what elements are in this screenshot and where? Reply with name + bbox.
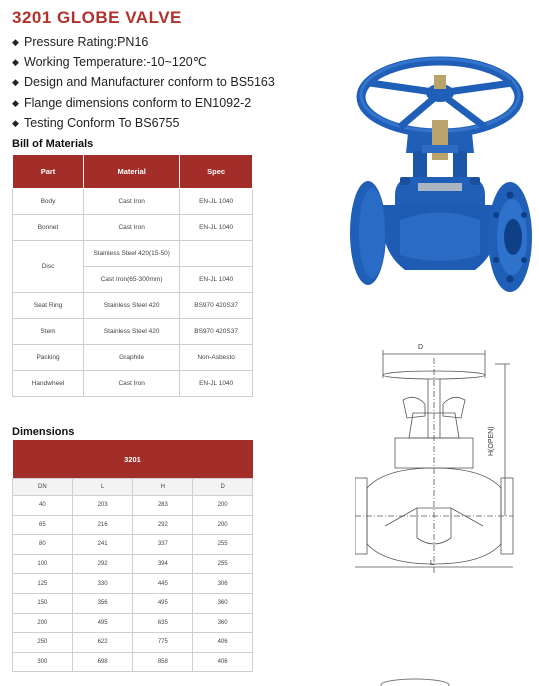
table-cell: 80 xyxy=(13,535,73,555)
table-cell: 406 xyxy=(193,652,253,672)
table-cell: 200 xyxy=(193,515,253,535)
table-cell: 635 xyxy=(133,613,193,633)
diamond-bullet-icon: ◆ xyxy=(12,117,19,128)
page-title: 3201 GLOBE VALVE xyxy=(12,8,182,27)
feature-item: ◆ Pressure Rating:PN16 xyxy=(12,32,275,52)
table-row: Disc Stainless Steel 420(15-50) xyxy=(13,241,253,267)
column-header: L xyxy=(72,479,133,496)
feature-item: ◆ Design and Manufacturer conform to BS5163 xyxy=(12,72,275,92)
column-header: Part xyxy=(13,155,84,189)
bom-heading: Bill of Materials xyxy=(12,138,94,150)
table-row xyxy=(13,496,253,516)
table-row xyxy=(13,613,253,633)
table-header-row xyxy=(13,440,253,479)
column-header-row xyxy=(13,479,253,496)
table-row: Cast Iron(65-300mm) EN-JL 1040 xyxy=(13,267,253,293)
table-cell: 495 xyxy=(133,593,193,613)
table-cell: 300 xyxy=(13,652,73,672)
table-row: Stem Stainless Steel 420 BS970 420S37 xyxy=(13,319,253,345)
column-header: Material xyxy=(84,155,180,189)
dimensions-table xyxy=(12,440,253,672)
diamond-bullet-icon: ◆ xyxy=(12,97,19,108)
valve-body-icon xyxy=(381,120,500,270)
table-cell: 283 xyxy=(133,496,193,516)
table-row xyxy=(13,633,253,653)
table-cell: 445 xyxy=(133,574,193,594)
valve-photo xyxy=(350,55,532,295)
label-h-open: H(OPEN) xyxy=(488,426,495,456)
table-cell: 200 xyxy=(193,496,253,516)
table-cell: 330 xyxy=(72,574,133,594)
table-cell: 250 xyxy=(13,633,73,653)
table-cell: 360 xyxy=(193,613,253,633)
diamond-bullet-icon: ◆ xyxy=(12,57,19,68)
table-row xyxy=(13,554,253,574)
table-cell: 356 xyxy=(72,593,133,613)
table-cell: 622 xyxy=(72,633,133,653)
table-cell: 125 xyxy=(13,574,73,594)
table-cell: 775 xyxy=(133,633,193,653)
flange-icon xyxy=(350,181,386,285)
model-header: 3201 xyxy=(13,440,253,479)
table-cell: 216 xyxy=(72,515,133,535)
feature-item: ◆ Working Temperature:-10~120℃ xyxy=(12,52,275,72)
table-row xyxy=(13,535,253,555)
table-cell: 306 xyxy=(193,574,253,594)
table-cell: 360 xyxy=(193,593,253,613)
table-row xyxy=(13,515,253,535)
label-l: L xyxy=(430,560,434,567)
table-cell: 40 xyxy=(13,496,73,516)
table-row: Body Cast Iron EN-JL 1040 xyxy=(13,189,253,215)
column-header: Spec xyxy=(180,155,253,189)
table-cell: 292 xyxy=(72,554,133,574)
table-cell: 406 xyxy=(193,633,253,653)
dimensions-heading: Dimensions xyxy=(12,426,75,438)
table-row: Packing Graphite Non-Asbesto xyxy=(13,345,253,371)
table-cell: 100 xyxy=(13,554,73,574)
logo-fragment-icon xyxy=(375,672,455,686)
table-cell: 203 xyxy=(72,496,133,516)
feature-list xyxy=(12,32,275,133)
table-cell: 65 xyxy=(13,515,73,535)
table-cell: 698 xyxy=(72,652,133,672)
column-header: DN xyxy=(13,479,73,496)
column-header: H xyxy=(133,479,193,496)
diamond-bullet-icon: ◆ xyxy=(12,37,19,47)
table-row xyxy=(13,593,253,613)
diamond-bullet-icon: ◆ xyxy=(12,77,19,88)
flange-icon xyxy=(488,182,532,292)
table-row: Handwheel Cast Iron EN-JL 1040 xyxy=(13,371,253,397)
table-cell: 255 xyxy=(193,535,253,555)
valve-technical-drawing xyxy=(355,338,515,578)
label-d: D xyxy=(418,344,424,351)
table-row xyxy=(13,652,253,672)
table-cell: 255 xyxy=(193,554,253,574)
table-row: Seat Ring Stainless Steel 420 BS970 420S37 xyxy=(13,293,253,319)
feature-item: ◆ Testing Conform To BS6755 xyxy=(12,113,275,133)
bill-of-materials-table xyxy=(12,154,253,397)
feature-item: ◆ Flange dimensions conform to EN1092-2 xyxy=(12,93,275,113)
table-cell: 858 xyxy=(133,652,193,672)
table-cell: 337 xyxy=(133,535,193,555)
table-cell: 292 xyxy=(133,515,193,535)
column-header: D xyxy=(193,479,253,496)
table-cell: 150 xyxy=(13,593,73,613)
table-header-row xyxy=(13,155,253,189)
dimensions-body xyxy=(13,496,253,672)
table-row xyxy=(13,574,253,594)
table-cell: 200 xyxy=(13,613,73,633)
table-cell: 241 xyxy=(72,535,133,555)
table-cell: 495 xyxy=(72,613,133,633)
table-row: Bonnet Cast Iron EN-JL 1040 xyxy=(13,215,253,241)
table-cell: 394 xyxy=(133,554,193,574)
